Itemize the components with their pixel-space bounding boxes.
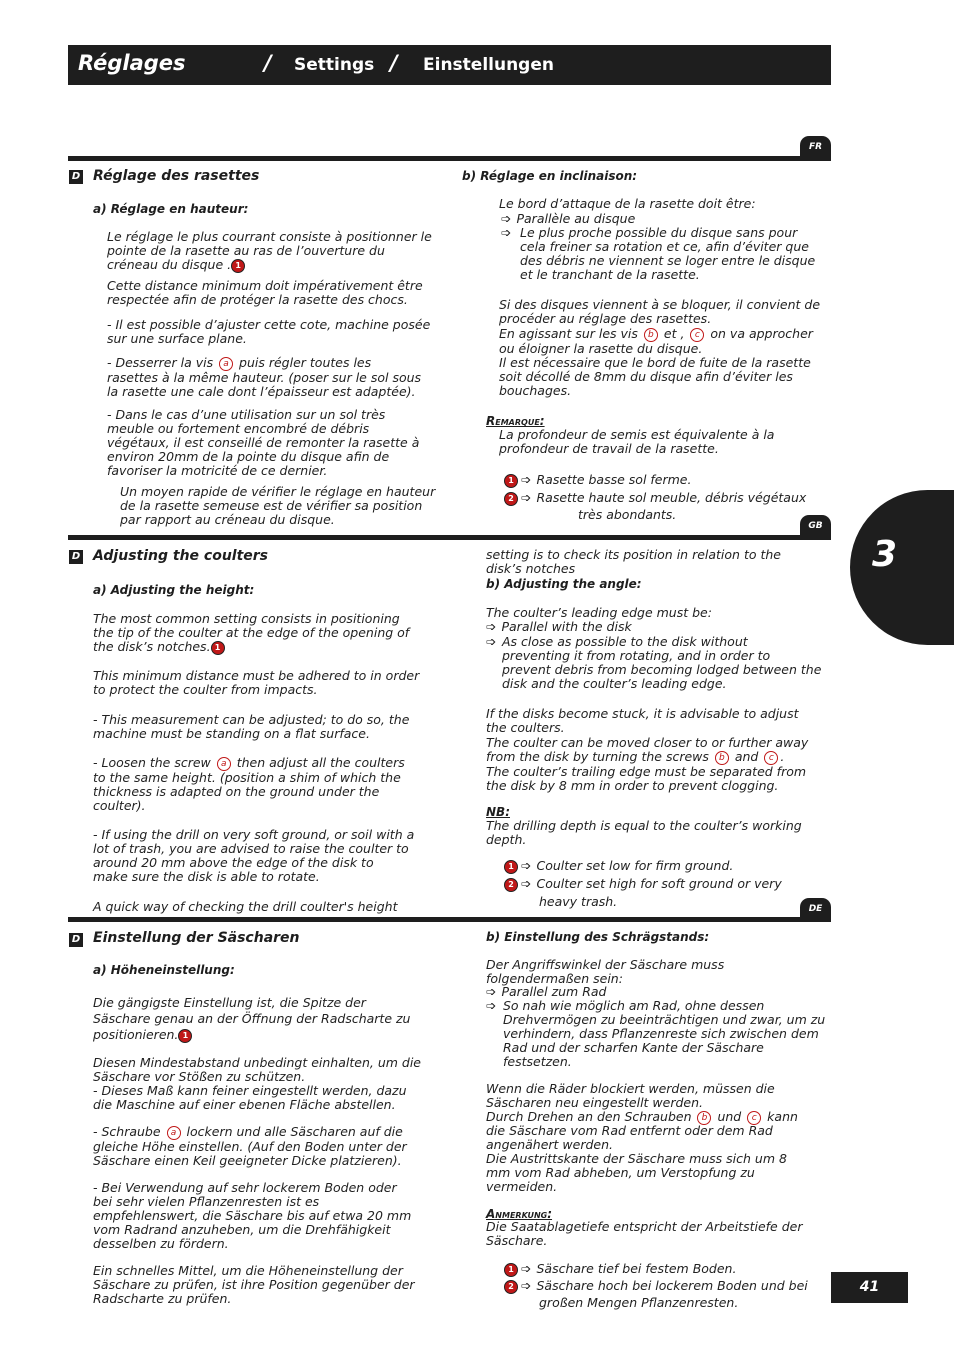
note-heading: Remarque: [486, 414, 545, 428]
arrow-icon: ➩ [521, 1261, 532, 1276]
list-item: ➩ Parallel zum Rad [486, 984, 607, 999]
screw-c-icon: c [764, 751, 778, 765]
lang-tab-de: DE [800, 898, 831, 920]
paragraph: ou éloigner la rasette du disque. Il est nécessaire que le bord de fuite de la rasette soit décollé de 8mm du disque afin d’éviter les bouchages. [499, 341, 811, 398]
chapter-tab [850, 490, 954, 645]
list-item [501, 226, 516, 240]
bullet-item: 2 ➩ Säschare hoch bei lockerem Boden und bei [504, 1279, 808, 1294]
paragraph: die Säschare vom Rad entfernt oder dem Rad angenähert werden. Die Austrittskante der Säschare muss sich um 8 mm vom Rad abheben, um Verstopfung zu vermeiden. [486, 1123, 787, 1194]
title-gb: Settings [294, 55, 375, 75]
arrow-icon: ➩ [521, 876, 532, 891]
title-de: Einstellungen [423, 55, 554, 75]
list-item-text: So nah wie möglich am Rad, ohne dessen Drehvermögen zu beeinträchtigen und zwar, um zu verhindern, dass Pflanzenreste sich zwischen dem Rad und der scharfen Kante der Säschare festsetzen. [503, 998, 826, 1069]
list-item [486, 635, 501, 649]
marker-1-icon: 1 [231, 259, 245, 273]
paragraph: Wenn die Räder blockiert werden, müssen die Säscharen neu eingestellt werden. [486, 1081, 775, 1110]
list-item: - Dans le cas d’une utilisation sur un sol très meuble ou fortement encombré de débris végétaux, il est conseillé de remonter la rasette à environ 20mm de la pointe du disque afin de favoriser la motricité de ce dernier. [107, 407, 420, 478]
note-text: La profondeur de semis est équivalente à la profondeur de travail de la rasette. [499, 427, 775, 456]
title-separator: / [264, 51, 272, 75]
page-number: 41 [831, 1272, 908, 1303]
paragraph: Cette distance minimum doit impérativement être respectée afin de protéger la rasette des chocs. [107, 278, 423, 307]
marker-1-icon: 1 [504, 474, 518, 488]
section-heading-gb: Adjusting the coulters [93, 548, 269, 564]
list-item: - Desserrer la vis a puis régler toutes les rasettes à la même hauteur. (poser sur le sol sous la rasette une cale dont l’épaisseur est adaptée). [107, 355, 422, 399]
arrow-icon: ➩ [486, 998, 497, 1013]
marker-2-icon: 2 [504, 878, 518, 892]
arrow-icon: ➩ [486, 634, 497, 649]
paragraph: Der Angriffswinkel der Säschare muss folgendermaßen sein: [486, 957, 725, 986]
paragraph: Die gängigste Einstellung ist, die Spitze der Säschare genau an der Öffnung der Radscharte zu positionieren. 1 [93, 995, 411, 1042]
marker-1-icon: 1 [504, 1263, 518, 1277]
note-heading: Anmerkung: [486, 1207, 553, 1221]
screw-b-icon: b [715, 751, 729, 765]
paragraph: The coulter’s leading edge must be: [486, 605, 712, 620]
screw-b-icon: b [697, 1111, 711, 1125]
paragraph: Le bord d’attaque de la rasette doit être: [499, 196, 756, 211]
paragraph: The coulter’s trailing edge must be separated from the disk by 8 mm in order to prevent clogging. [486, 764, 807, 793]
paragraph: Ein schnelles Mittel, um die Höheneinstellung der Säschare zu prüfen, ist ihre Position gegenüber der Radscharte zu prüfen. [93, 1263, 415, 1306]
paragraph: This minimum distance must be adhered to in order to protect the coulter from impacts. [93, 668, 420, 697]
arrow-icon: ➩ [521, 472, 532, 487]
list-item: - This measurement can be adjusted; to do so, the machine must be standing on a flat surface. [93, 712, 410, 741]
section-heading-de: Einstellung der Säscharen [93, 930, 300, 946]
title-fr: Réglages [78, 51, 186, 75]
section-marker: D [69, 933, 83, 947]
screw-a-icon: a [219, 357, 233, 371]
bullet-continuation: großen Mengen Pflanzenresten. [539, 1295, 739, 1310]
section-marker: D [69, 550, 83, 564]
subheading: a) Höheneinstellung: [93, 963, 235, 977]
arrow-icon: ➩ [501, 211, 512, 226]
section-rule [68, 535, 831, 540]
arrow-icon: ➩ [501, 225, 512, 240]
lang-tab-gb: GB [800, 515, 831, 537]
paragraph: setting is to check its position in relation to the disk’s notches [486, 547, 781, 576]
lang-tab-fr: FR [800, 136, 831, 158]
screw-a-icon: a [167, 1126, 181, 1140]
list-item-text: As close as possible to the disk without preventing it from rotating, and in order to prevent debris from becoming lodged between the disk and the coulter’s leading edge. [502, 634, 822, 691]
paragraph: Si des disques viennent à se bloquer, il convient de procéder au réglage des rasettes. [499, 297, 821, 326]
paragraph: If the disks become stuck, it is advisable to adjust the coulters. [486, 706, 799, 735]
note-text: Die Saatablagetiefe entspricht der Arbeitstiefe der Säschare. [486, 1219, 803, 1248]
screw-a-icon: a [217, 757, 231, 771]
list-item: - Il est possible d’ajuster cette cote, machine posée sur une surface plane. [107, 317, 431, 346]
arrow-icon: ➩ [486, 619, 497, 634]
paragraph: Un moyen rapide de vérifier le réglage en hauteur de la rasette semeuse est de vérifier sa position par rapport au créneau du disque. [120, 484, 436, 527]
subheading: a) Réglage en hauteur: [93, 202, 249, 216]
note-heading: NB: [486, 805, 510, 819]
list-item: - If using the drill on very soft ground, or soil with a lot of trash, you are advised to raise the coulter to around 20 mm above the edge of the disk to make sure the disk is able to rotate. [93, 827, 415, 884]
section-marker: D [69, 170, 83, 184]
list-item: - Bei Verwendung auf sehr lockerem Boden oder bei sehr vielen Pflanzenresten ist es empfehlenswert, die Säschare bis auf etwa 20 mm vom Radrand anzuheben, um die Drehfähigkeit desselben zu fördern. [93, 1180, 412, 1251]
list-item [486, 999, 501, 1013]
subheading: b) Adjusting the angle: [486, 577, 642, 591]
subheading: a) Adjusting the height: [93, 583, 255, 597]
paragraph: A quick way of checking the drill coulter's height [93, 899, 398, 914]
list-item: - Loosen the screw a then adjust all the coulters to the same height. (position a shim of which the thickness is adapted on the ground under the coulter). [93, 755, 405, 813]
paragraph: En agissant sur les vis b et , c on va approcher [499, 326, 813, 341]
marker-1-icon: 1 [504, 860, 518, 874]
paragraph: Le réglage le plus courrant consiste à positionner le pointe de la rasette au ras de l’ouverture du créneau du disque . 1 [107, 229, 432, 272]
screw-b-icon: b [644, 328, 658, 342]
marker-2-icon: 2 [504, 1280, 518, 1294]
bullet-continuation: heavy trash. [539, 894, 618, 909]
list-item-text: Le plus proche possible du disque sans pour cela freiner sa rotation et ce, afin d’éviter que des débris ne viennent se loger entre le disque et le tranchant de la rasette. [520, 225, 816, 282]
section-rule [68, 917, 831, 922]
arrow-icon: ➩ [486, 984, 497, 999]
bullet-item: 1 ➩ Säschare tief bei festem Boden. [504, 1262, 736, 1277]
paragraph: from the disk by turning the screws b and c . [486, 749, 785, 764]
screw-c-icon: c [690, 328, 704, 342]
bullet-continuation: très abondants. [578, 507, 677, 522]
arrow-icon: ➩ [521, 858, 532, 873]
subheading: b) Einstellung des Schrägstands: [486, 930, 710, 944]
arrow-icon: ➩ [521, 490, 532, 505]
subheading: b) Réglage en inclinaison: [462, 169, 638, 183]
section-heading-fr: Réglage des rasettes [93, 168, 260, 184]
marker-1-icon: 1 [211, 641, 225, 655]
header-bar [68, 45, 831, 85]
bullet-item: 2 ➩ Rasette haute sol meuble, débris végétaux [504, 491, 806, 506]
bullet-item: 1 ➩ Coulter set low for firm ground. [504, 859, 733, 874]
arrow-icon: ➩ [521, 1278, 532, 1293]
paragraph: The coulter can be moved closer to or further away [486, 735, 809, 750]
paragraph: The most common setting consists in positioning the tip of the coulter at the edge of the opening of the disk’s notches. 1 [93, 611, 410, 654]
bullet-item: 2 ➩ Coulter set high for soft ground or very [504, 877, 782, 892]
screw-c-icon: c [747, 1111, 761, 1125]
bullet-item: 1 ➩ Rasette basse sol ferme. [504, 473, 691, 488]
list-item: - Schraube a lockern und alle Säscharen auf die gleiche Höhe einstellen. (Auf den Boden unter der Säschare einen Keil geeigneter Dicke platzieren). [93, 1124, 407, 1168]
list-item: ➩ Parallel with the disk [486, 619, 632, 634]
paragraph: Diesen Mindestabstand unbedingt einhalten, um die Säschare vor Stößen zu schützen. - Dieses Maß kann feiner eingestellt werden, dazu die Maschine auf einer ebenen Fläche abstellen. [93, 1055, 421, 1112]
chapter-number: 3 [872, 534, 898, 575]
marker-2-icon: 2 [504, 492, 518, 506]
list-item: ➩ Parallèle au disque [501, 211, 636, 226]
section-rule [68, 156, 831, 161]
marker-1-icon: 1 [178, 1029, 192, 1043]
title-separator: / [390, 51, 398, 75]
paragraph: Durch Drehen an den Schrauben b und c kann [486, 1109, 798, 1124]
note-text: The drilling depth is equal to the coulter’s working depth. [486, 818, 802, 847]
